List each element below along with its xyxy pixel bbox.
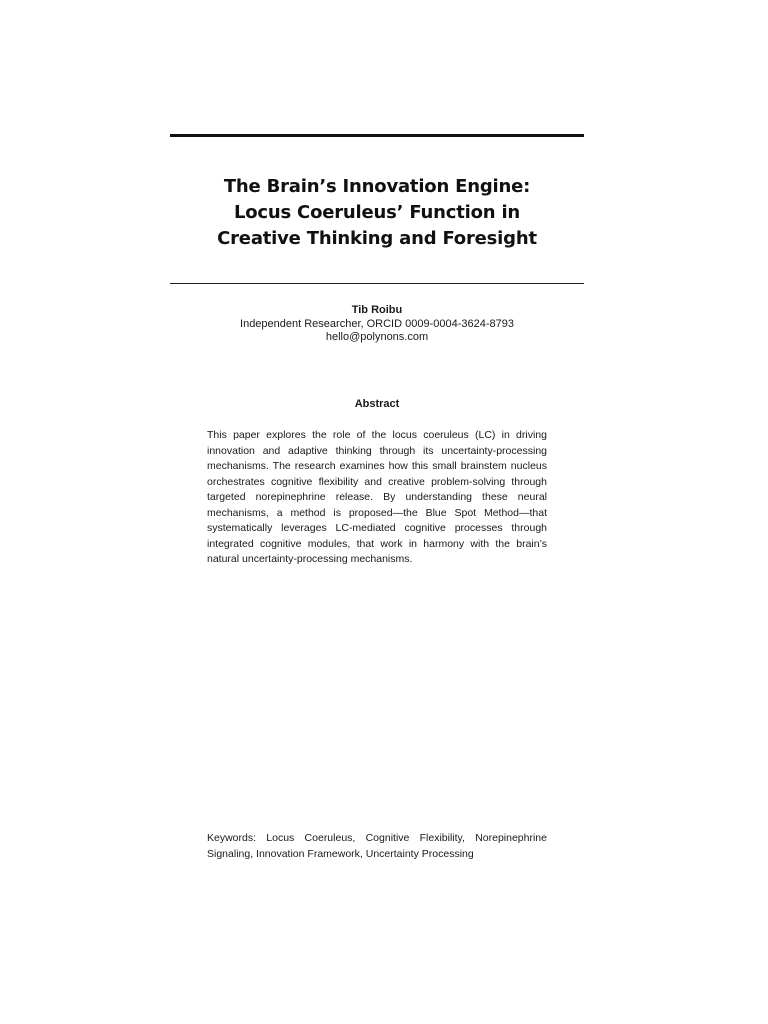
title-divider (170, 283, 584, 284)
abstract-body: This paper explores the role of the locus coeruleus (LC) in driving innovation and adaptive thinking through its uncertainty-processing mechanisms. The research examines how this small brainstem nucleus orchestrates cognitive flexibility and creative problem-solving through targeted norepinephrine release. By understanding these neural mechanisms, a method is proposed—the Blue Spot Method—that systematically leverages LC-mediated cognitive processes through integrated cognitive modules, that work in harmony with the brain’s natural uncertainty-processing mechanisms. (207, 429, 547, 565)
title-line-1: The Brain’s Innovation Engine: (223, 176, 531, 197)
author-affiliation: Independent Researcher, ORCID 0009-0004-3624-8793 (240, 317, 514, 330)
abstract-heading: Abstract (354, 398, 400, 410)
author-block (170, 304, 584, 345)
top-rule (170, 134, 584, 137)
author-email[interactable]: hello@polynons.com (325, 331, 429, 343)
paper-title (170, 174, 584, 252)
author-name: Tib Roibu (351, 304, 403, 316)
title-line-2: Locus Coeruleus’ Function in (233, 202, 521, 223)
title-line-3: Creative Thinking and Foresight (217, 228, 537, 249)
keywords: Keywords: Locus Coeruleus, Cognitive Flexibility, Norepinephrine Signaling, Innovation Framework, Uncertainty Processing (207, 832, 547, 860)
